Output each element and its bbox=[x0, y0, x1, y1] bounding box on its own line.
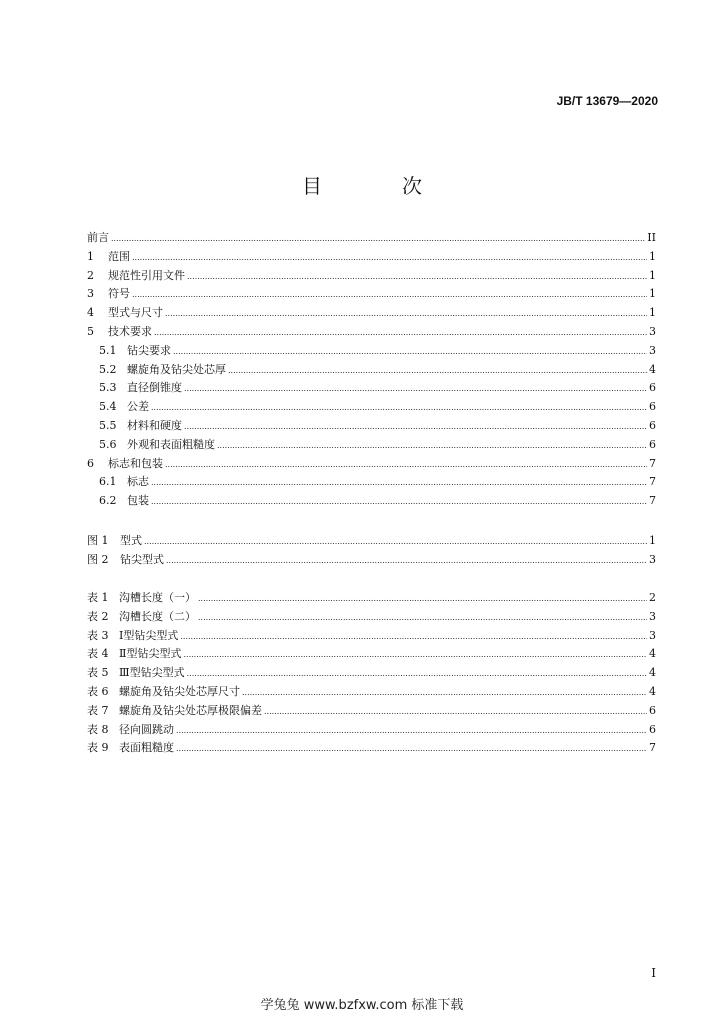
entry-number: 4 bbox=[87, 306, 94, 320]
entry-page: 1 bbox=[649, 287, 656, 301]
table-entry[interactable] bbox=[87, 645, 656, 664]
entry-number: 6 bbox=[87, 456, 94, 470]
entry-number: 表 7 bbox=[87, 703, 109, 717]
entry-number: 表 6 bbox=[87, 684, 109, 698]
entry-label: Ⅰ型钻尖型式 bbox=[119, 628, 179, 642]
table-entry[interactable] bbox=[87, 702, 656, 721]
dot-leader bbox=[151, 497, 647, 506]
entry-number: 表 5 bbox=[87, 666, 109, 680]
dot-leader bbox=[132, 290, 647, 299]
figure-entry[interactable] bbox=[87, 551, 656, 570]
entry-page: 1 bbox=[649, 306, 656, 320]
entry-number: 5.1 bbox=[99, 343, 117, 357]
entry-label: 螺旋角及钻尖处芯厚尺寸 bbox=[119, 684, 240, 698]
dot-leader bbox=[228, 366, 647, 375]
toc-tables bbox=[87, 589, 656, 758]
entry-number: 5.4 bbox=[99, 400, 117, 414]
entry-page: 2 bbox=[649, 591, 656, 604]
entry-label: 径向圆跳动 bbox=[119, 722, 174, 736]
table-entry[interactable] bbox=[87, 608, 656, 627]
dot-leader bbox=[198, 613, 647, 622]
entry-page: 1 bbox=[649, 268, 656, 282]
entry-label: 规范性引用文件 bbox=[108, 268, 185, 282]
dot-leader bbox=[242, 688, 647, 697]
toc-entry[interactable] bbox=[87, 436, 656, 455]
entry-label: 沟槽长度（一） bbox=[119, 591, 196, 604]
footer-watermark[interactable]: 学兔兔 www.bzfxw.com 标准下载 bbox=[260, 998, 464, 1013]
figure-entry[interactable] bbox=[87, 532, 656, 551]
entry-page: 6 bbox=[649, 703, 656, 717]
entry-page: 3 bbox=[649, 343, 656, 357]
toc-entry[interactable] bbox=[87, 361, 656, 380]
dot-leader bbox=[217, 441, 647, 450]
entry-number: 表 4 bbox=[87, 647, 109, 661]
dot-leader bbox=[132, 253, 647, 262]
entry-label: Ⅱ型钻尖型式 bbox=[119, 647, 182, 661]
entry-page: 4 bbox=[649, 684, 656, 698]
dot-leader bbox=[166, 556, 647, 565]
dot-leader bbox=[184, 384, 647, 393]
entry-label: 技术要求 bbox=[108, 324, 152, 338]
entry-page: 6 bbox=[649, 400, 656, 414]
entry-label: 型式与尺寸 bbox=[108, 306, 163, 320]
entry-label: 公差 bbox=[127, 400, 149, 414]
dot-leader bbox=[165, 460, 647, 469]
entry-number: 3 bbox=[87, 287, 94, 301]
toc-entry[interactable] bbox=[87, 379, 656, 398]
entry-page: 7 bbox=[649, 456, 656, 470]
dot-leader bbox=[176, 726, 647, 735]
toc-entry[interactable] bbox=[87, 323, 656, 342]
table-entry[interactable] bbox=[87, 683, 656, 702]
entry-label: 符号 bbox=[108, 287, 130, 301]
toc-entry[interactable] bbox=[87, 473, 656, 492]
toc-entry[interactable] bbox=[87, 342, 656, 361]
dot-leader bbox=[144, 537, 647, 546]
entry-label: 沟槽长度（二） bbox=[119, 609, 196, 623]
toc-entry[interactable] bbox=[87, 285, 656, 304]
entry-number: 1 bbox=[87, 249, 94, 263]
entry-page: 6 bbox=[649, 722, 656, 736]
entry-page: 7 bbox=[649, 475, 656, 489]
dot-leader bbox=[151, 478, 647, 487]
entry-number: 5.5 bbox=[99, 418, 117, 432]
toc-figures bbox=[87, 532, 656, 570]
entry-label: 钻尖型式 bbox=[120, 552, 164, 566]
entry-label: 外观和表面粗糙度 bbox=[127, 437, 215, 451]
entry-page: 6 bbox=[649, 381, 656, 395]
entry-number: 图 2 bbox=[87, 552, 109, 566]
dot-leader bbox=[187, 272, 647, 281]
entry-label: 螺旋角及钻尖处芯厚 bbox=[127, 362, 226, 376]
table-entry[interactable] bbox=[87, 721, 656, 740]
entry-label: 范围 bbox=[108, 249, 130, 263]
entry-page: 4 bbox=[649, 666, 656, 680]
toc-entry[interactable] bbox=[87, 417, 656, 436]
entry-page: 7 bbox=[649, 741, 656, 755]
toc-entry[interactable] bbox=[87, 492, 656, 511]
entry-number: 表 9 bbox=[87, 741, 109, 755]
entry-page: 3 bbox=[649, 609, 656, 623]
entry-page: II bbox=[647, 231, 656, 244]
entry-number: 表 2 bbox=[87, 609, 109, 623]
entry-number: 5.3 bbox=[99, 381, 117, 395]
entry-number: 表 8 bbox=[87, 722, 109, 736]
dot-leader bbox=[180, 632, 647, 641]
dot-leader bbox=[184, 422, 647, 431]
entry-number: 6.2 bbox=[99, 494, 117, 508]
entry-label: 标志 bbox=[127, 475, 149, 489]
dot-leader bbox=[187, 669, 647, 678]
entry-number: 表 1 bbox=[87, 591, 109, 604]
dot-leader bbox=[198, 594, 647, 603]
entry-number: 5.2 bbox=[99, 362, 117, 376]
entry-number: 2 bbox=[87, 268, 94, 282]
entry-label: 型式 bbox=[120, 534, 142, 547]
entry-page: 6 bbox=[649, 437, 656, 451]
toc-entry[interactable] bbox=[87, 267, 656, 286]
toc-entry[interactable] bbox=[87, 229, 656, 248]
entry-page: 3 bbox=[649, 628, 656, 642]
entry-page: 6 bbox=[649, 418, 656, 432]
entry-page: 1 bbox=[649, 249, 656, 263]
dot-leader bbox=[183, 650, 647, 659]
page-title: 目 次 bbox=[302, 174, 452, 198]
entry-label: 螺旋角及钻尖处芯厚极限偏差 bbox=[119, 703, 262, 717]
toc-entry[interactable] bbox=[87, 304, 656, 323]
table-entry[interactable] bbox=[87, 627, 656, 646]
dot-leader bbox=[176, 744, 647, 753]
dot-leader bbox=[151, 403, 647, 412]
entry-label: 前言 bbox=[87, 231, 109, 244]
entry-page: 3 bbox=[649, 552, 656, 566]
dot-leader bbox=[111, 234, 645, 243]
entry-label: Ⅲ型钻尖型式 bbox=[119, 666, 185, 680]
page-number: I bbox=[651, 966, 656, 980]
entry-number: 表 3 bbox=[87, 628, 109, 642]
dot-leader bbox=[173, 347, 647, 356]
entry-label: 钻尖要求 bbox=[127, 343, 171, 357]
entry-number: 6.1 bbox=[99, 475, 117, 489]
dot-leader bbox=[154, 328, 647, 337]
entry-number: 5 bbox=[87, 324, 94, 338]
entry-page: 4 bbox=[649, 647, 656, 661]
table-entry[interactable] bbox=[87, 739, 656, 758]
entry-page: 3 bbox=[649, 324, 656, 338]
entry-label: 表面粗糙度 bbox=[119, 741, 174, 755]
entry-number: 5.6 bbox=[99, 437, 117, 451]
dot-leader bbox=[165, 309, 647, 318]
standard-code: JB/T 13679—2020 bbox=[556, 94, 658, 108]
entry-page: 7 bbox=[649, 494, 656, 508]
entry-label: 标志和包装 bbox=[108, 456, 163, 470]
entry-label: 直径倒锥度 bbox=[127, 381, 182, 395]
entry-page: 1 bbox=[649, 534, 656, 547]
toc-entry[interactable] bbox=[87, 248, 656, 267]
entry-label: 包装 bbox=[127, 494, 149, 508]
dot-leader bbox=[264, 707, 647, 716]
table-entry[interactable] bbox=[87, 664, 656, 683]
entry-number: 图 1 bbox=[87, 534, 109, 547]
table-entry[interactable] bbox=[87, 589, 656, 608]
toc-entry[interactable] bbox=[87, 398, 656, 417]
entry-label: 材料和硬度 bbox=[127, 418, 182, 432]
entry-page: 4 bbox=[649, 362, 656, 376]
toc-sections bbox=[87, 229, 656, 511]
toc-entry[interactable] bbox=[87, 455, 656, 474]
